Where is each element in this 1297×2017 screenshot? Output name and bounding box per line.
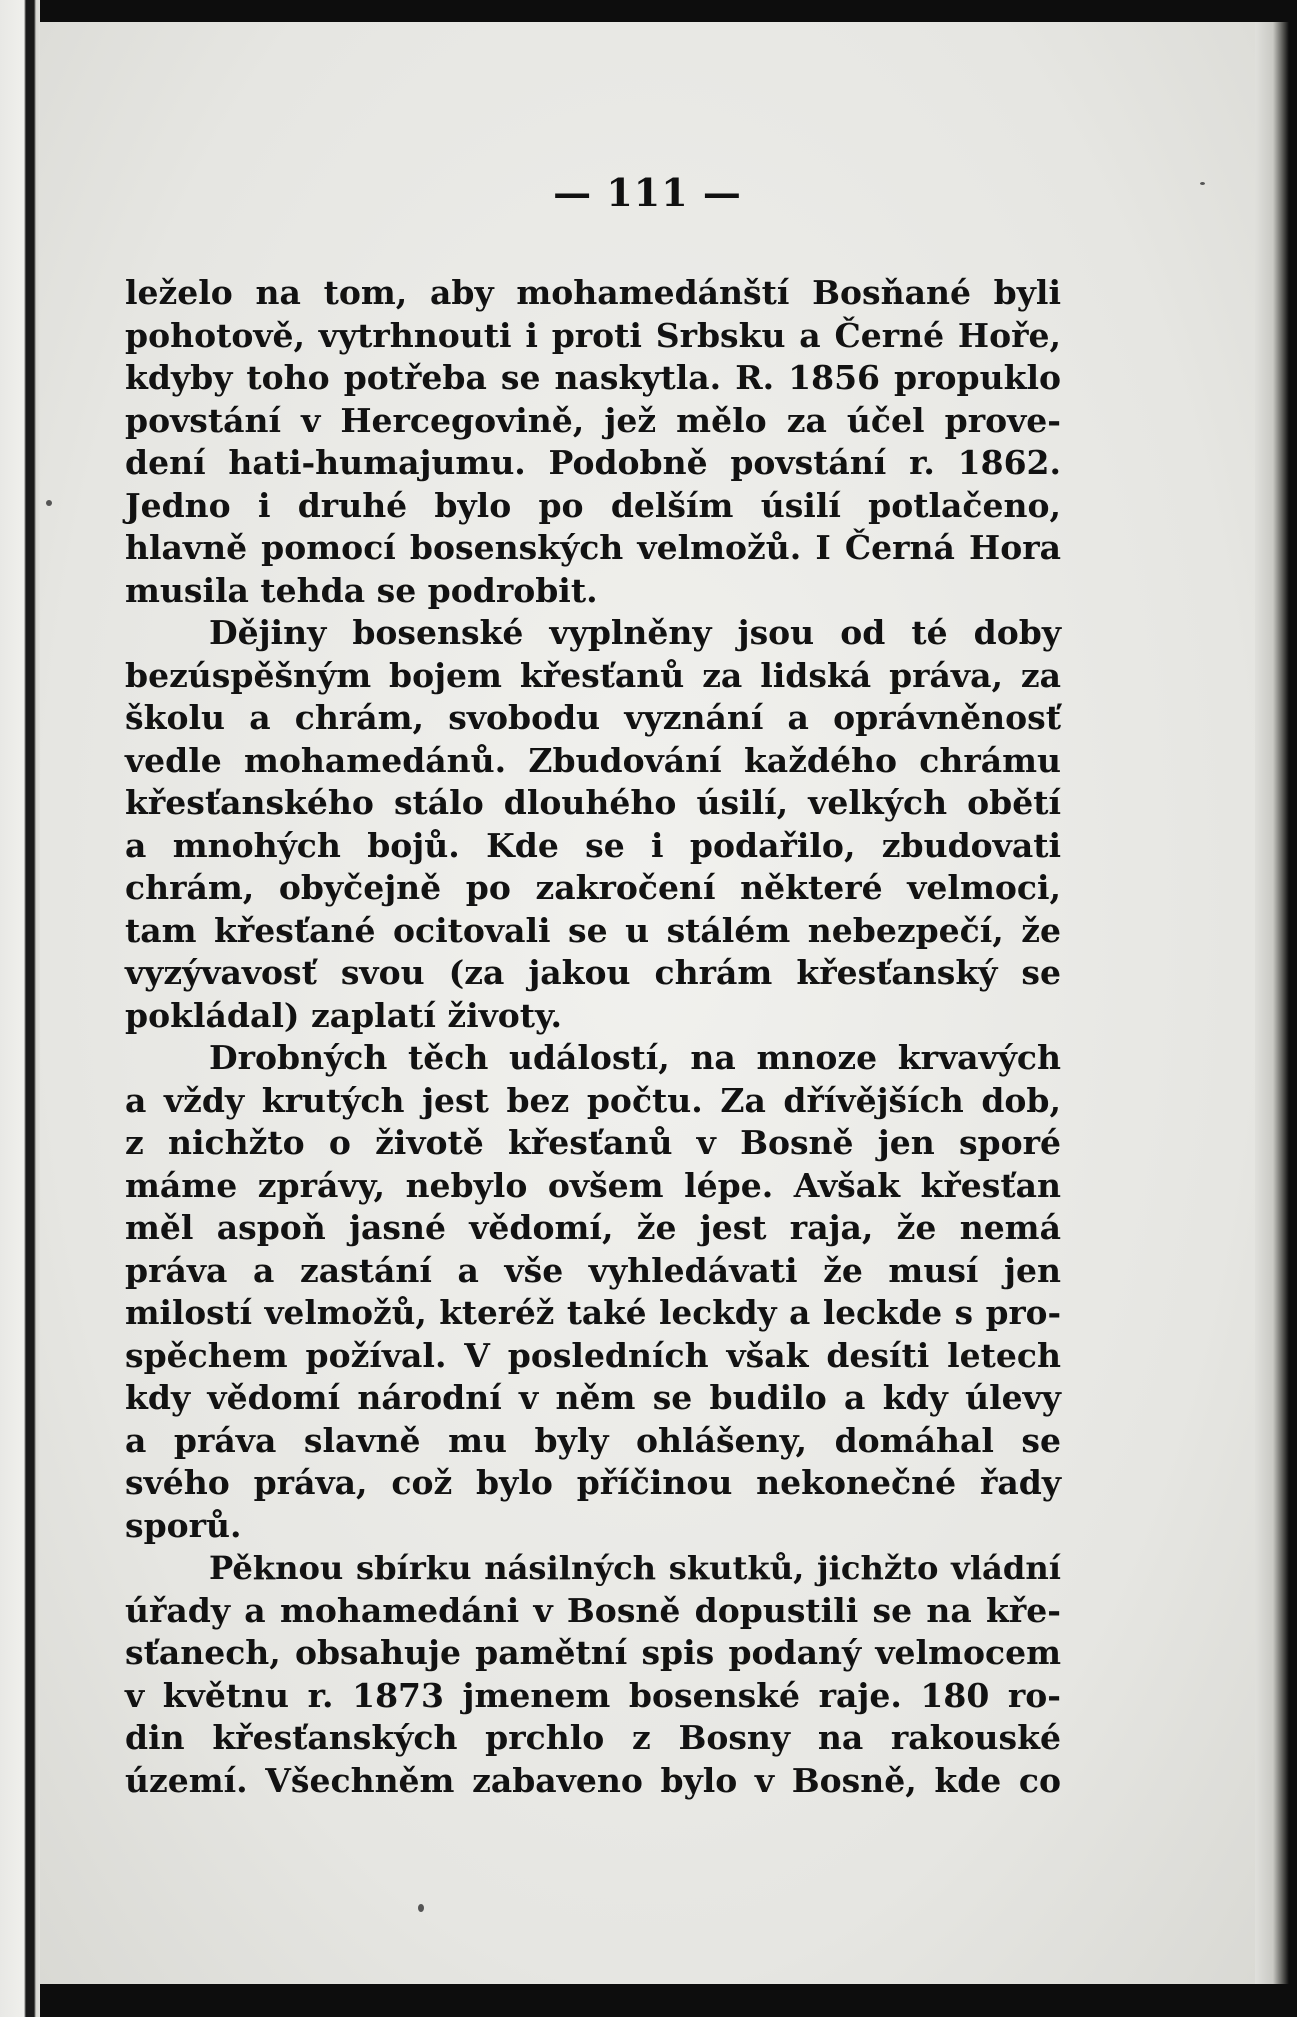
text-line: bezúspěšným bojem křesťanů za lidská práva, za bbox=[125, 655, 1061, 695]
text-line: vyzývavosť svou (za jakou chrám křesťanský se bbox=[125, 953, 1061, 992]
text-line: dení hati-humajumu. Podobně povstání r. 1862. bbox=[125, 443, 1061, 482]
text-line: sporů. bbox=[125, 1505, 242, 1545]
text-line: leželo na tom, aby mohamedánští Bosňané byli bbox=[125, 273, 1061, 312]
text-line: křesťanského stálo dlouhého úsilí, velkých obětí bbox=[125, 783, 1061, 822]
text-line: školu a chrám, svobodu vyznání a oprávněnosť bbox=[125, 698, 1061, 737]
text-line: a vždy krutých jest bez počtu. Za dřívějších dob, bbox=[125, 1080, 1061, 1120]
text-line: musila tehda se podrobit. bbox=[125, 570, 598, 610]
text-line: kdy vědomí národní v něm se budilo a kdy úlevy bbox=[125, 1378, 1061, 1417]
text-line: máme zprávy, nebylo ovšem lépe. Avšak křesťan bbox=[125, 1165, 1061, 1205]
text-line: spěchem požíval. V posledních však desíti letech bbox=[125, 1335, 1061, 1375]
print-speck bbox=[1200, 182, 1205, 185]
text-line: milostí velmožů, kteréž také leckdy a leckde s pro- bbox=[125, 1293, 1061, 1332]
text-line: měl aspoň jasné vědomí, že jest raja, že nemá bbox=[125, 1208, 1061, 1247]
right-page-edge bbox=[1255, 22, 1297, 1984]
text-line: území. Všechněm zabaveno bylo v Bosně, kde co bbox=[125, 1760, 1061, 1800]
text-line: úřady a mohamedáni v Bosně dopustili se na kře- bbox=[125, 1590, 1061, 1630]
text-line: chrám, obyčejně po zakročení některé velmoci, bbox=[125, 868, 1061, 907]
text-line: hlavně pomocí bosenských velmožů. I Černá Hora bbox=[125, 528, 1061, 567]
print-speck bbox=[418, 1904, 424, 1912]
text-line: práva a zastání a vše vyhledávati že musí jen bbox=[125, 1250, 1061, 1290]
text-line: povstání v Hercegovině, jež mělo za účel prove- bbox=[125, 400, 1061, 440]
page-number: — 111 — bbox=[553, 170, 742, 215]
text-line: v květnu r. 1873 jmenem bosenské raje. 180 ro- bbox=[125, 1675, 1061, 1715]
text-line: z nichžto o životě křesťanů v Bosně jen sporé bbox=[125, 1123, 1061, 1162]
text-line: Drobných těch událostí, na mnoze krvavých bbox=[209, 1038, 1061, 1077]
text-line: Jedno i druhé bylo po delším úsilí potlačeno, bbox=[125, 485, 1061, 525]
text-line: a mnohých bojů. Kde se i podařilo, zbudovati bbox=[125, 825, 1061, 865]
text-line: kdyby toho potřeba se naskytla. R. 1856 propuklo bbox=[125, 358, 1061, 397]
text-line: sťanech, obsahuje pamětní spis podaný velmocem bbox=[125, 1633, 1061, 1672]
text-line: tam křesťané ocitovali se u stálém nebezpečí, že bbox=[125, 910, 1061, 950]
text-line: svého práva, což bylo příčinou nekonečné řady bbox=[125, 1463, 1061, 1502]
book-page bbox=[40, 22, 1255, 1984]
body-text bbox=[125, 272, 1061, 1802]
text-line: din křesťanských prchlo z Bosny na rakouské bbox=[125, 1718, 1061, 1757]
print-speck bbox=[46, 500, 52, 506]
text-line: vedle mohamedánů. Zbudování každého chrámu bbox=[125, 740, 1061, 780]
text-line: Dějiny bosenské vyplněny jsou od té doby bbox=[209, 613, 1061, 652]
text-line: Pěknou sbírku násilných skutků, jichžto vládní bbox=[209, 1549, 1061, 1587]
text-line: pokládal) zaplatí životy. bbox=[125, 995, 562, 1035]
text-line: pohotově, vytrhnouti i proti Srbsku a Černé Hoře, bbox=[125, 315, 1061, 355]
left-binding-edge bbox=[0, 0, 40, 2017]
text-line: a práva slavně mu byly ohlášeny, domáhal se bbox=[125, 1420, 1061, 1460]
